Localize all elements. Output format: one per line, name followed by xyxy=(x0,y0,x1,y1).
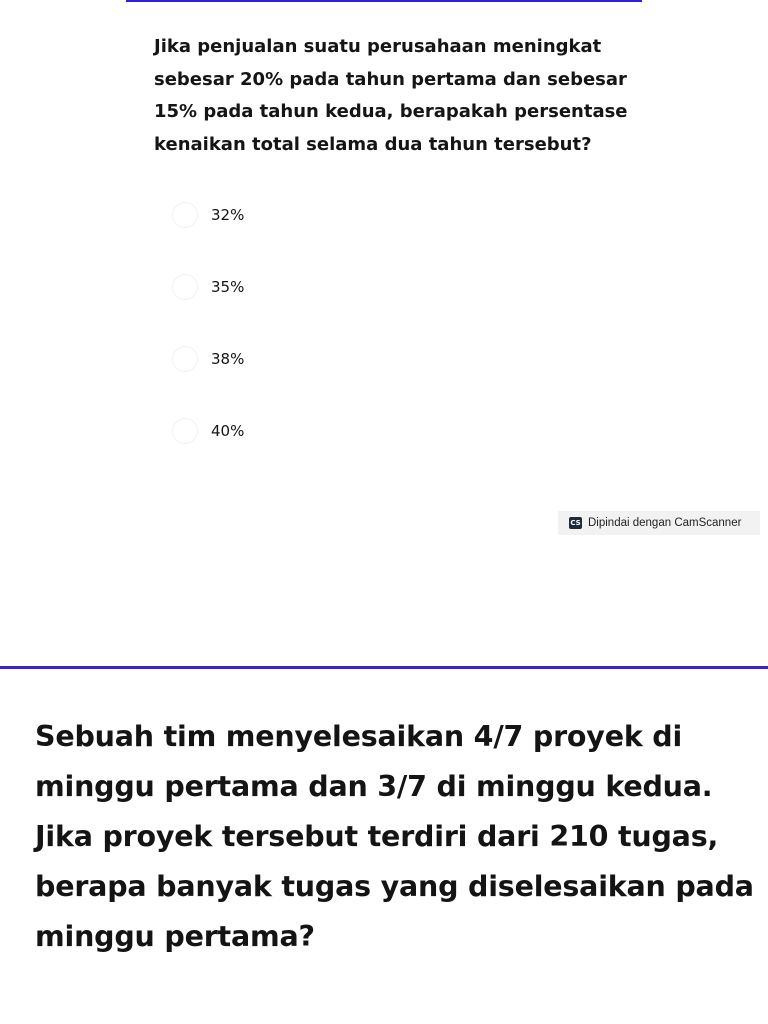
question-2-line: berapa banyak tugas yang diselesaikan pada xyxy=(35,870,754,903)
question-1-text xyxy=(154,31,634,161)
question-1-line: 15% pada tahun kedua, berapakah persentase xyxy=(154,101,628,122)
question-1-line: kenaikan total selama dua tahun tersebut? xyxy=(154,133,592,155)
radio-button[interactable] xyxy=(172,418,198,444)
option-label: 38% xyxy=(211,350,245,368)
answer-option-c[interactable] xyxy=(168,342,468,414)
answer-options xyxy=(168,198,468,486)
section-divider xyxy=(0,666,768,669)
camscanner-logo-icon: CS xyxy=(570,519,581,527)
radio-button[interactable] xyxy=(172,346,198,372)
option-label: 35% xyxy=(211,278,245,296)
camscanner-watermark xyxy=(558,511,760,535)
option-label: 40% xyxy=(211,422,245,440)
question-2-line: Sebuah tim menyelesaikan 4/7 proyek di xyxy=(35,720,683,753)
question-2-line: minggu pertama? xyxy=(35,920,315,953)
camscanner-label: Dipindai dengan CamScanner xyxy=(588,517,742,529)
radio-button[interactable] xyxy=(172,202,198,228)
answer-option-a[interactable] xyxy=(168,198,468,270)
answer-option-d[interactable] xyxy=(168,414,468,486)
question-2-line: Jika proyek tersebut terdiri dari 210 tugas, xyxy=(35,820,719,853)
question-2-text xyxy=(35,712,755,962)
question-1-line: Jika penjualan suatu perusahaan meningkat xyxy=(154,36,602,57)
option-label: 32% xyxy=(211,206,245,224)
answer-option-b[interactable] xyxy=(168,270,468,342)
top-divider xyxy=(126,0,642,2)
radio-button[interactable] xyxy=(172,274,198,300)
question-1-line: sebesar 20% pada tahun pertama dan sebesar xyxy=(154,68,627,90)
question-2-line: minggu pertama dan 3/7 di minggu kedua. xyxy=(35,770,713,803)
